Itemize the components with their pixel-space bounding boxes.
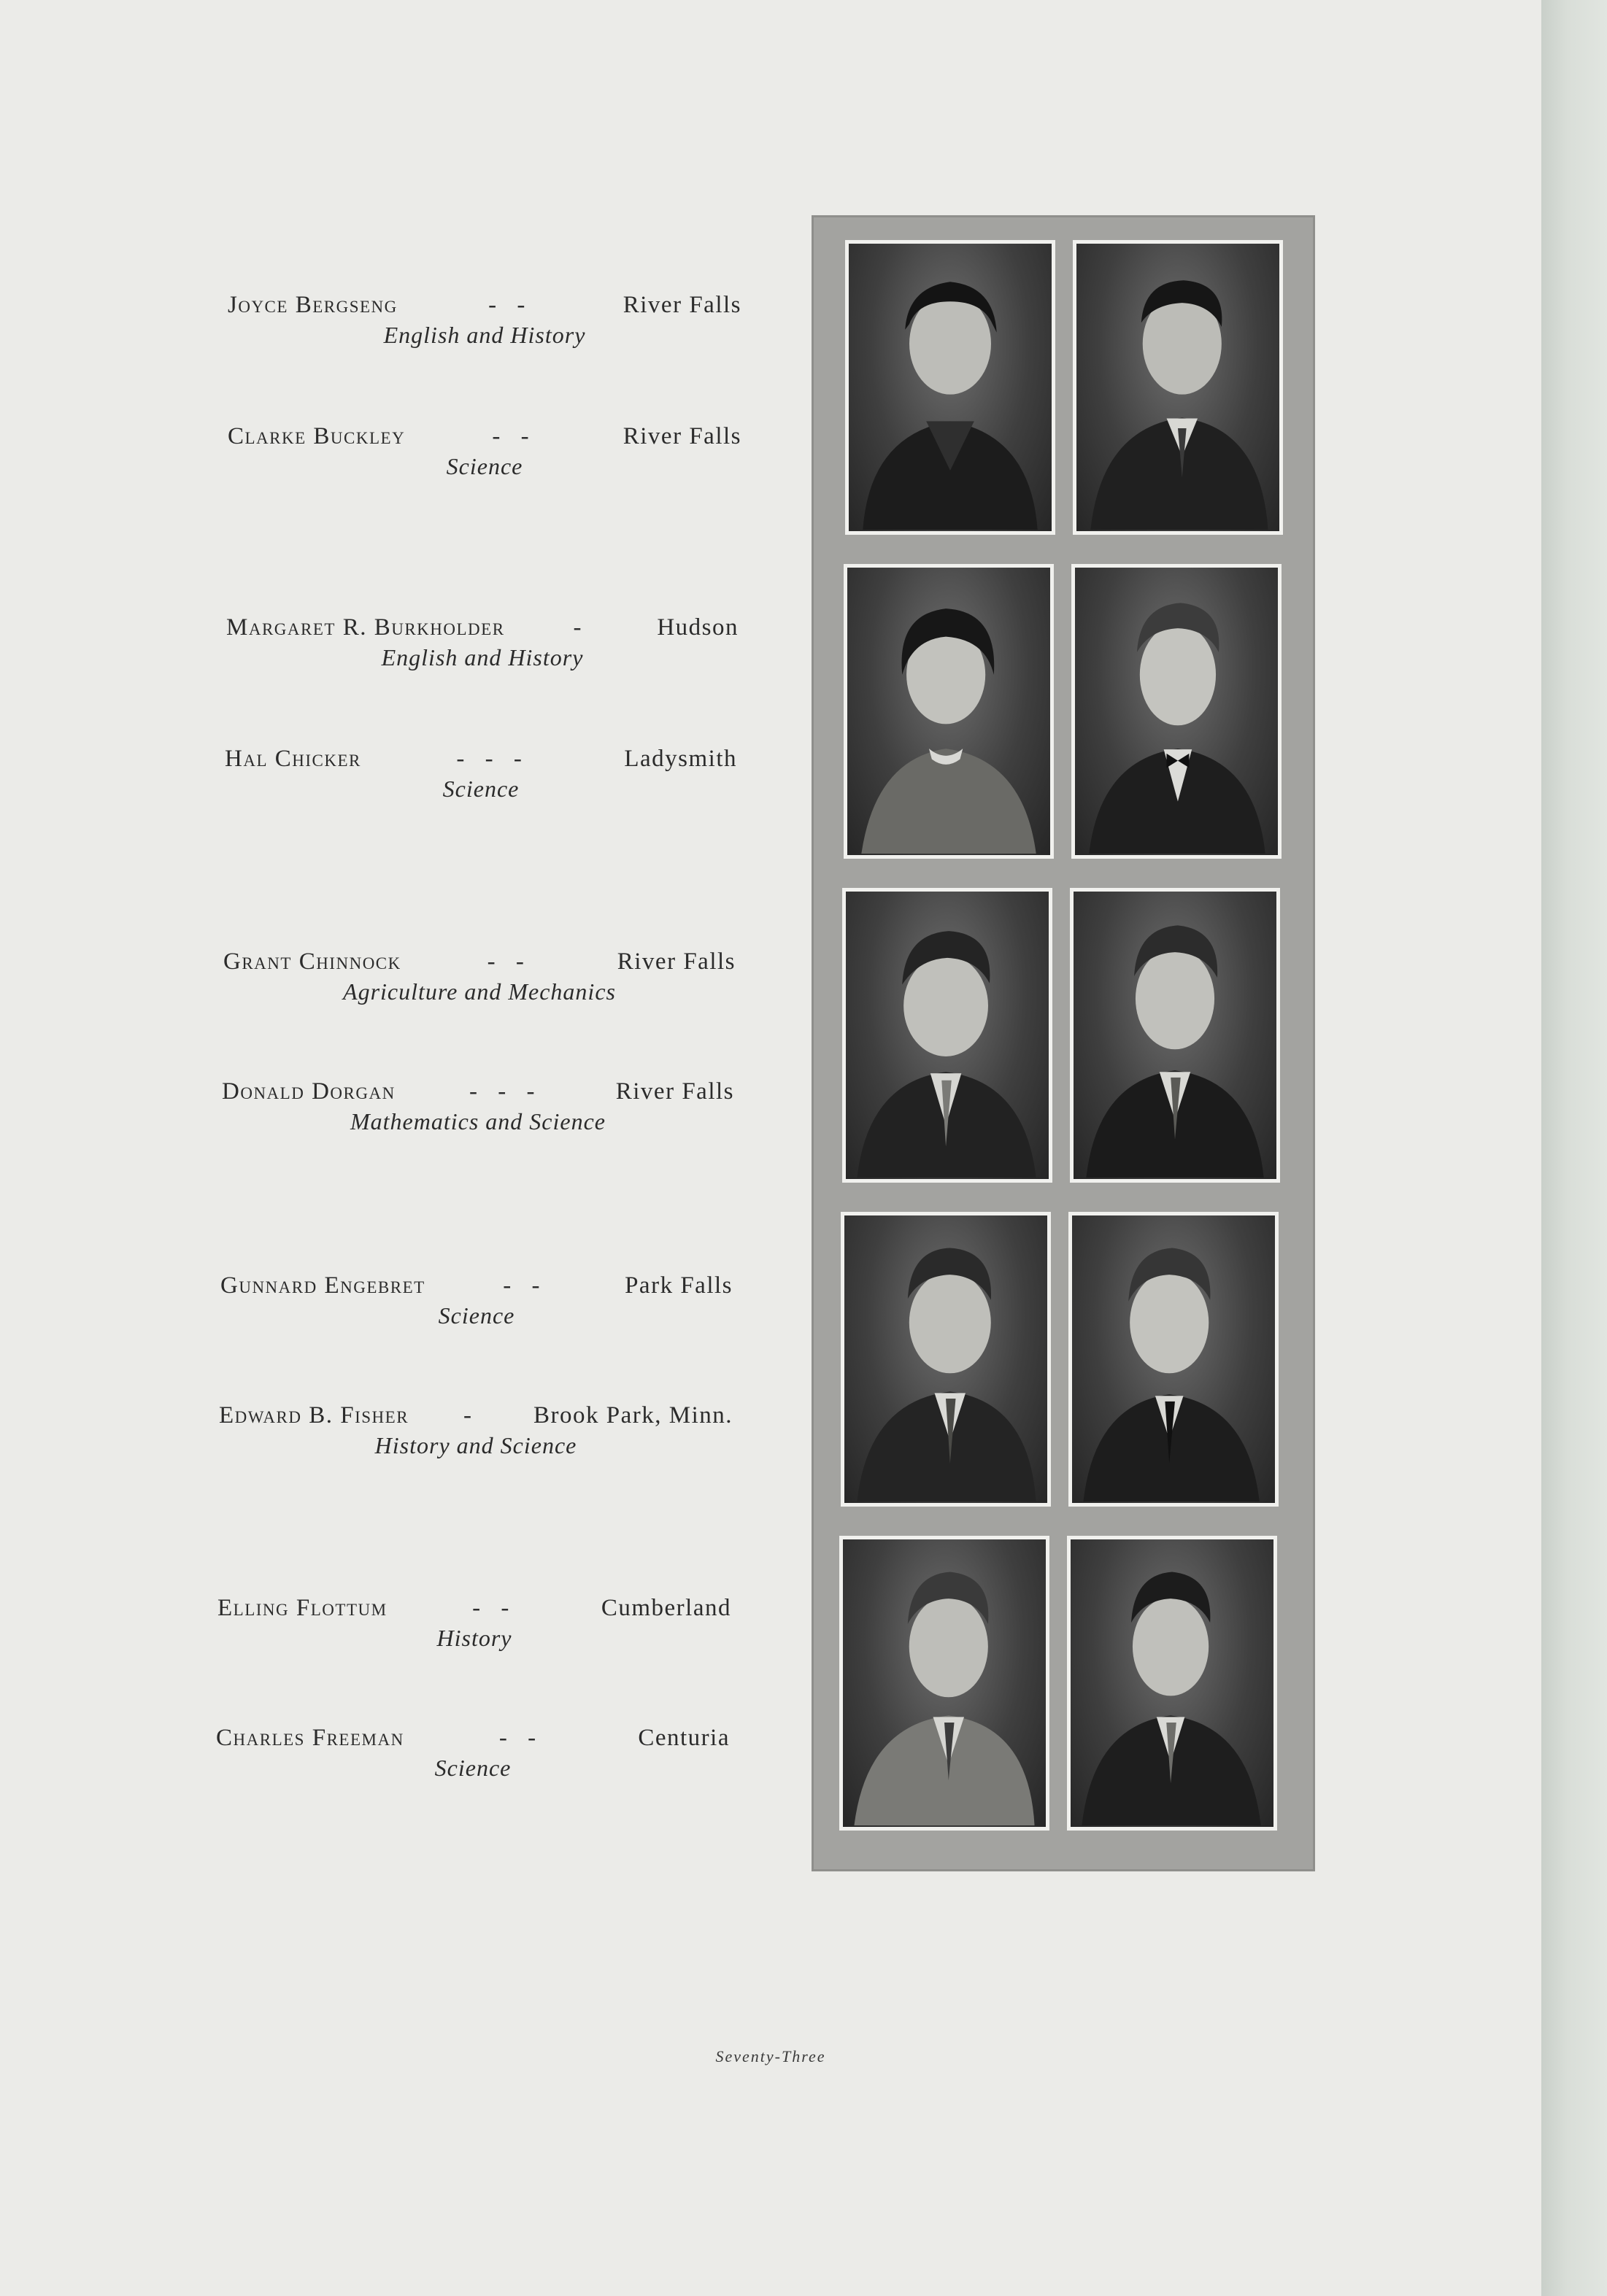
student-entry (225, 746, 737, 803)
portrait-photo (839, 1536, 1049, 1831)
portrait-photo (1071, 564, 1282, 859)
dash-leader: - - (487, 948, 531, 975)
male-portrait-icon (1074, 892, 1276, 1179)
student-course: Agriculture and Mechanics (343, 978, 616, 1005)
student-hometown: River Falls (615, 1078, 734, 1105)
student-name: Margaret R. Burkholder (226, 614, 505, 641)
dash-leader: - - - (456, 746, 529, 772)
student-name: Donald Dorgan (222, 1078, 396, 1105)
student-course: Mathematics and Science (350, 1108, 606, 1135)
portrait-photo (842, 888, 1052, 1183)
student-hometown: River Falls (617, 948, 736, 975)
student-hometown: River Falls (623, 292, 741, 318)
student-name: Elling Flottum (217, 1595, 388, 1621)
portrait-photo (845, 240, 1055, 535)
male-portrait-icon (843, 1539, 1046, 1827)
student-course: History (436, 1625, 512, 1651)
dash-leader: - - (503, 1272, 547, 1299)
student-name: Edward B. Fisher (219, 1402, 409, 1429)
dash-leader: - (463, 1402, 479, 1429)
student-entry (220, 1272, 733, 1329)
student-course: Science (446, 453, 523, 479)
portrait-photo (1073, 240, 1283, 535)
portrait-photo (1068, 1212, 1279, 1507)
student-name: Hal Chicker (225, 746, 361, 772)
male-portrait-icon (1076, 244, 1279, 531)
student-hometown: Hudson (657, 614, 739, 641)
student-course: Science (438, 1302, 515, 1329)
student-hometown: Cumberland (601, 1595, 731, 1621)
student-entry (217, 1595, 731, 1652)
student-entry (228, 423, 741, 480)
page-edge (1541, 0, 1607, 2296)
student-entry (226, 614, 739, 671)
student-course: English and History (383, 322, 586, 348)
student-entry (222, 1078, 734, 1135)
male-portrait-icon (1072, 1215, 1275, 1503)
student-name: Grant Chinnock (223, 948, 401, 975)
male-portrait-icon (1075, 568, 1278, 855)
student-course: Science (434, 1755, 512, 1781)
dash-leader: - - (472, 1595, 517, 1621)
student-name: Joyce Bergseng (228, 292, 398, 318)
dash-leader: - (573, 614, 589, 641)
student-course: English and History (381, 644, 584, 670)
male-portrait-icon (846, 892, 1049, 1179)
dash-leader: - - (488, 292, 533, 318)
student-hometown: Brook Park, Minn. (533, 1402, 733, 1429)
portrait-photo (844, 564, 1054, 859)
female-portrait-icon (847, 568, 1050, 855)
dash-leader: - - - (469, 1078, 542, 1105)
student-name: Charles Freeman (216, 1725, 404, 1751)
female-portrait-icon (849, 244, 1052, 531)
dash-leader: - - (498, 1725, 544, 1751)
student-entry (216, 1725, 730, 1782)
student-course: Science (442, 776, 520, 802)
student-course: History and Science (374, 1432, 577, 1458)
portrait-photo (841, 1212, 1051, 1507)
student-entry (228, 292, 741, 349)
student-name: Clarke Buckley (228, 423, 406, 449)
student-entry (223, 948, 736, 1005)
male-portrait-icon (844, 1215, 1047, 1503)
page-number: Seventy-Three (715, 2047, 826, 2065)
dash-leader: - - (492, 423, 536, 449)
student-hometown: River Falls (623, 423, 741, 449)
student-hometown: Ladysmith (624, 746, 737, 772)
student-entry (219, 1402, 733, 1459)
male-portrait-icon (1071, 1539, 1273, 1827)
student-hometown: Centuria (638, 1725, 730, 1751)
student-hometown: Park Falls (625, 1272, 733, 1299)
portrait-photo (1070, 888, 1280, 1183)
portrait-panel (812, 215, 1315, 1871)
student-name: Gunnard Engebret (220, 1272, 425, 1299)
portrait-photo (1067, 1536, 1277, 1831)
